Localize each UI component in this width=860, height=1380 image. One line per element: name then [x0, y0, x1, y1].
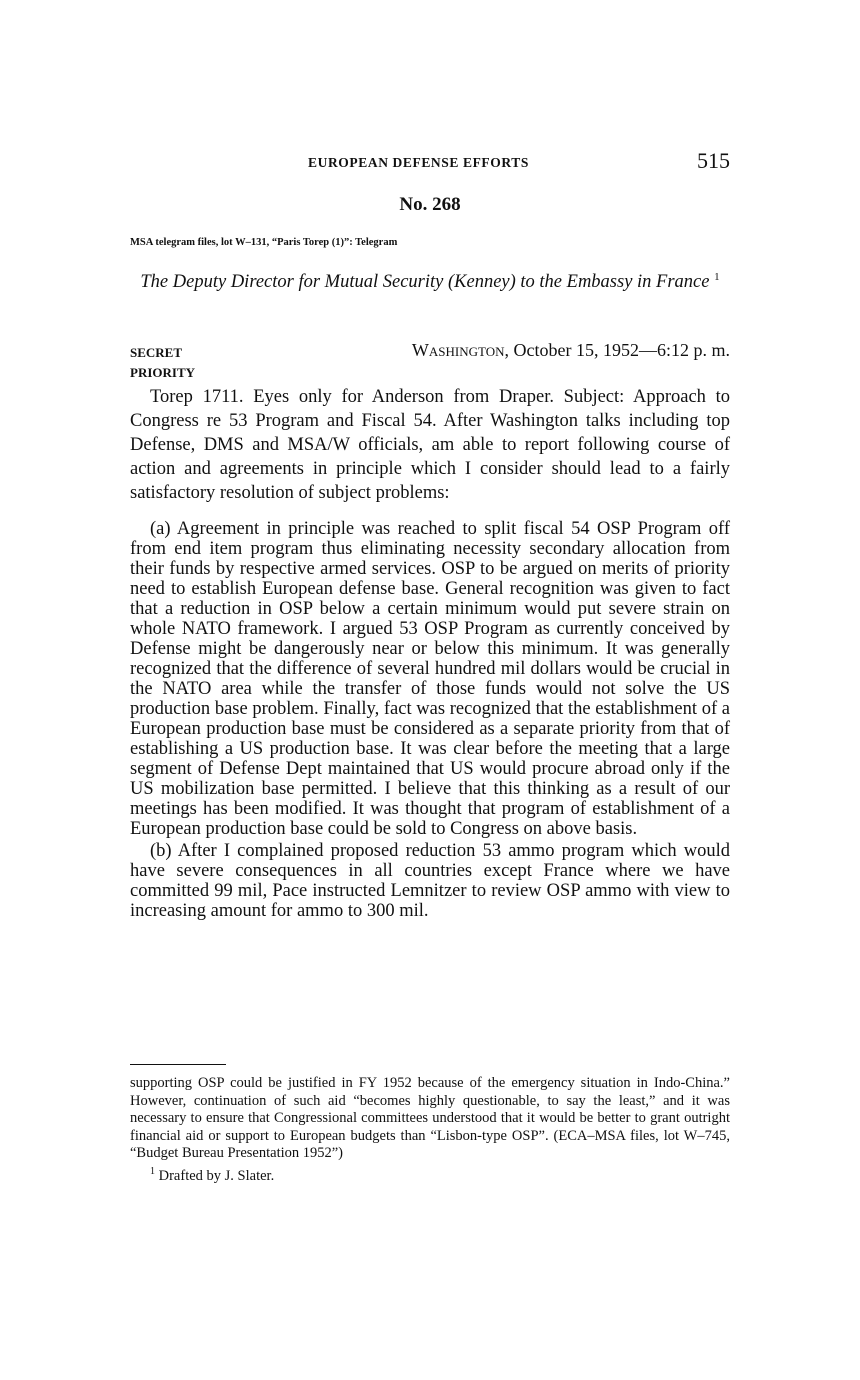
classification-block: [130, 343, 195, 383]
document-number: No. 268: [399, 194, 461, 215]
classification-label: SECRET: [130, 345, 183, 360]
running-head: [130, 148, 730, 178]
footnote-continued: supporting OSP could be justified in FY 1952 because of the emergency situation in Indo-China.” However, continuation of such aid “becomes highly questionable, to say the least,” and it was necessary to ensure that Congressional committees understood that it would be better to grant outright financial aid or support to European budgets than “Lisbon-type OSP”. (ECA–MSA files, lot W–745, “Budget Bureau Presentation 1952”): [130, 1075, 730, 1161]
footnote-1-marker: 1: [150, 1165, 155, 1177]
precedence-label: PRIORITY: [130, 365, 196, 380]
intro-paragraph: Torep 1711. Eyes only for Anderson from Draper. Subject: Approach to Congress re 53 Program and Fiscal 54. After Washington talks including top Defense, DMS and MSA/W officials, am able to report following course of action and agreements in principle which I consider should lead to a fairly satisfactory resolution of subject problems:: [130, 387, 730, 503]
telegram-body: [130, 385, 730, 921]
dateline-date: , October 15, 1952—6:12 p. m.: [504, 340, 730, 360]
source-note: MSA telegram files, lot W–131, “Paris Torep (1)”: Telegram: [130, 237, 398, 248]
document-title-text: The Deputy Director for Mutual Security (Kenney) to the Embassy in France: [140, 272, 710, 293]
page-number: 515: [697, 148, 730, 173]
dateline-place: Washington: [411, 340, 505, 360]
document-page: [130, 0, 730, 1380]
document-title: [130, 266, 730, 294]
dateline: [412, 340, 730, 361]
footnote-divider: [130, 1064, 226, 1065]
footnote-1-text: Drafted by J. Slater.: [155, 1167, 275, 1184]
footnote-1: [130, 1163, 730, 1185]
footnote-marker: 1: [714, 271, 720, 283]
section-title: EUROPEAN DEFENSE EFFORTS: [308, 155, 529, 170]
paragraph-b: (b) After I complained proposed reduction 53 ammo program which would have severe consequences in all countries except France where we have committed 99 mil, Pace instructed Lemnitzer to review OSP ammo with view to increasing amount for ammo to 300 mil.: [130, 841, 730, 921]
footnotes: [130, 1075, 730, 1185]
paragraph-a: (a) Agreement in principle was reached to split fiscal 54 OSP Program off from end item program thus eliminating necessity secondary allocation from their funds by respective armed services. OSP to be argued on merits of priority need to establish European defense base. General recognition was given to fact that a reduction in OSP below a certain minimum would put severe strain on whole NATO framework. I argued 53 OSP Program as currently conceived by Defense might be dangerously near or below this minimum. It was generally recognized that the difference of several hundred mil dollars would be crucial in the NATO area while the transfer of those funds would not solve the US production base problem. Finally, fact was recognized that the establishment of a European production base must be considered as a separate priority from that of establishing a US production base. It was clear before the meeting that a large segment of Defense Dept maintained that US would procure abroad only if the US mobilization base permitted. I believe that this thinking as a result of our meetings has been modified. It was thought that program of establishment of a European production base could be sold to Congress on above basis.: [130, 519, 730, 839]
